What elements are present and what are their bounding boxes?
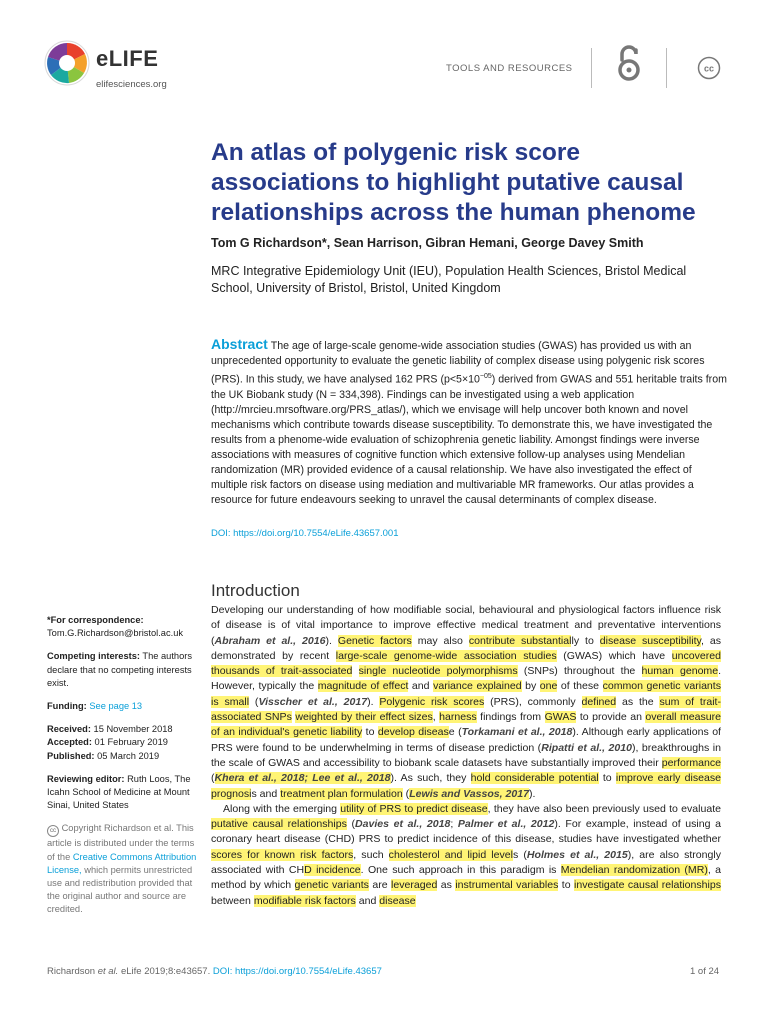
highlighted-phrase: Genetic factors xyxy=(337,634,412,647)
creative-commons-icon xyxy=(697,56,721,80)
body-text: ( xyxy=(211,772,215,785)
introduction-paragraph xyxy=(211,802,721,909)
citation-link[interactable]: Abraham et al., 2016 xyxy=(214,634,326,647)
body-text: , xyxy=(432,711,440,724)
body-text: ). xyxy=(528,787,536,800)
correspondence-email[interactable]: Tom.G.Richardson@bristol.ac.uk xyxy=(47,628,184,639)
introduction-paragraph xyxy=(211,603,721,802)
article-title: An atlas of polygenic risk score associations to highlight putative causal relationships across the human phenome xyxy=(211,139,696,226)
body-text: findings from xyxy=(476,711,545,724)
highlighted-phrase: treatment plan formulation xyxy=(280,787,403,800)
body-text: and xyxy=(355,894,380,907)
highlighted-phrase: modifiable risk factors xyxy=(253,894,356,907)
highlighted-phrase: contribute substantial xyxy=(468,634,572,647)
body-text: ). As such, they xyxy=(390,772,471,785)
highlighted-phrase: GWAS xyxy=(544,711,577,724)
highlighted-phrase: variance explained xyxy=(433,680,522,693)
correspondence-label: *For correspondence: xyxy=(47,615,144,625)
competing-interests-text: The authors declare that no competing interests exist. xyxy=(47,651,193,688)
page-number: 1 of 24 xyxy=(690,966,720,977)
highlighted-phrase: common genetic variants is small xyxy=(211,680,722,708)
funding-link[interactable]: See page 13 xyxy=(89,701,143,712)
footer-doi-link[interactable]: DOI: https://doi.org/10.7554/eLife.43657 xyxy=(212,966,382,977)
footer-etal: et al. xyxy=(97,966,119,977)
cc-small-icon: cc xyxy=(47,825,59,837)
highlighted-phrase: disease xyxy=(379,894,416,907)
body-text: and xyxy=(408,680,434,693)
received-date: 15 November 2018 xyxy=(93,724,173,735)
highlighted-phrase: overall measure of an individual's genetic liability xyxy=(211,711,721,739)
funding-label: Funding: xyxy=(47,701,87,712)
body-text: as xyxy=(437,879,456,892)
body-text: Along with the emerging xyxy=(223,802,341,815)
highlighted-phrase: weighted by their effect sizes xyxy=(295,711,433,724)
abstract-text: ) derived from GWAS and 551 heritable traits from the UK Biobank study (N = 334,398). Findings can be investigated using a web application (http://mrcieu.mrsoftware.org/PRS_atlas/), which we envisage will help uncover both known and novel mechanisms which contribute towards disease susceptibility. To demonstrate this, we have investigated the results from a phenome-wide evaluation of schizophrenia genetic liability. Amongst findings were inverse associations with measures of cognitive function which extensive follow-up analyses using Mendelian randomization (MR) provided evidence of a causal relationship. We have also investigated the effect of multiple risk factors on disease using mediation and multivariable MR frameworks. Our atlas provides a resource for future endeavours seeking to unravel the causal determinants of complex disease. xyxy=(211,373,727,507)
footer-journal: eLife 2019;8:e43657. xyxy=(118,966,213,977)
highlighted-phrase: cholesterol and lipid level xyxy=(388,848,513,861)
highlighted-phrase: performance xyxy=(661,756,721,769)
highlighted-phrase: single nucleotide polymorphisms xyxy=(358,665,518,678)
copyright-text: Copyright Richardson et al. This article is distributed under the terms of the xyxy=(47,823,195,862)
citation-link[interactable]: Visscher et al., 2017 xyxy=(258,695,368,708)
cc-icon-label: cc xyxy=(703,63,715,74)
accepted-label: Accepted: xyxy=(47,737,92,748)
body-text: , a method by which xyxy=(211,864,721,892)
body-text: e ( xyxy=(448,726,462,739)
highlighted-phrase: harness xyxy=(439,711,477,724)
body-text: . However, typically the xyxy=(211,665,722,693)
citation-link[interactable]: Holmes et al., 2015 xyxy=(526,848,628,861)
citation-link[interactable]: Torkamani et al., 2018 xyxy=(461,726,573,739)
abstract-text: The age of large-scale genome-wide association studies (GWAS) has provided us with an unprecedented opportunity to evaluate the genetic liability of complex disease using polygenic risk scores (PRS). In this study, we have analysed 162 PRS (p<5×10 xyxy=(211,340,705,386)
highlighted-phrase: instrumental variables xyxy=(455,879,559,892)
body-text: between xyxy=(211,894,254,907)
body-text: ( xyxy=(402,787,410,800)
license-link[interactable]: Creative Commons Attribution License, xyxy=(47,851,197,875)
footer-author: Richardson xyxy=(47,966,98,977)
received-label: Received: xyxy=(47,724,91,735)
abstract xyxy=(211,337,731,509)
highlighted-phrase: develop diseas xyxy=(377,726,449,739)
body-text: (GWAS) which have xyxy=(556,649,672,662)
highlighted-phrase: hold considerable potential xyxy=(470,772,599,785)
body-text: ly to xyxy=(571,634,600,647)
body-text: by xyxy=(521,680,540,693)
footer-citation xyxy=(47,966,382,977)
highlighted-phrase: large-scale genome-wide association studies xyxy=(335,649,557,662)
highlighted-phrase: human genome xyxy=(641,665,719,678)
brand-url[interactable]: elifesciences.org xyxy=(96,79,167,90)
open-access-lock-icon xyxy=(616,44,642,82)
highlighted-phrase: sum of trait-associated SNPs xyxy=(211,695,721,724)
body-text: ( xyxy=(249,695,259,708)
highlighted-phrase: defined xyxy=(581,695,617,708)
copyright-text: which permits unrestricted use and redistribution provided that the original author and source are credited. xyxy=(47,864,193,915)
section-heading-introduction: Introduction xyxy=(211,581,300,600)
body-text: ). For example, instead of using a coronary heart disease (CHD) PRS to predict incidence of this disease, studies have investigated whether xyxy=(211,818,721,846)
highlighted-phrase: one xyxy=(539,680,558,693)
body-text: ). xyxy=(325,634,338,647)
author-list: Tom G Richardson*, Sean Harrison, Gibran Hemani, George Davey Smith xyxy=(211,236,644,250)
body-text: , as demonstrated by recent xyxy=(211,634,722,662)
reviewing-editor-text: Ruth Loos, The Icahn School of Medicine at Mount Sinai, United States xyxy=(47,773,191,811)
introduction-body xyxy=(211,603,721,909)
highlighted-phrase: Polygenic risk scores xyxy=(379,695,485,708)
body-text: are xyxy=(368,879,391,892)
header-divider xyxy=(591,48,592,88)
body-text: ( xyxy=(346,818,355,831)
body-text: to xyxy=(598,772,616,785)
body-text: s and xyxy=(251,787,281,800)
body-text: of these xyxy=(557,680,603,693)
highlighted-phrase: investigate causal relationships xyxy=(574,879,721,892)
abstract-doi-link[interactable]: DOI: https://doi.org/10.7554/eLife.43657.001 xyxy=(211,528,399,539)
body-text: to xyxy=(362,726,378,739)
affiliation: MRC Integrative Epidemiology Unit (IEU), Population Health Sciences, Bristol Medical School, University of Bristol, Bristol, United Kingdom xyxy=(211,264,687,295)
published-date: 05 March 2019 xyxy=(97,750,160,761)
highlighted-phrase: Mendelian randomization (MR) xyxy=(560,864,708,877)
competing-interests-label: Competing interests: xyxy=(47,651,140,662)
body-text: (SNPs) throughout the xyxy=(517,665,642,678)
abstract-heading: Abstract xyxy=(211,336,268,352)
highlighted-phrase: utility of PRS to predict disease xyxy=(340,802,488,815)
abstract-exponent: −05 xyxy=(479,373,492,381)
body-text: as the xyxy=(616,695,660,708)
published-label: Published: xyxy=(47,750,95,761)
body-text: (PRS), commonly xyxy=(484,695,582,708)
accepted-date: 01 February 2019 xyxy=(94,737,168,748)
highlighted-phrase: uncovered thousands of trait-associated xyxy=(211,649,721,678)
elife-logo-icon xyxy=(44,40,90,86)
highlighted-phrase: improve early disease prognosi xyxy=(211,772,721,800)
citation-link[interactable]: Ripatti et al., 2010 xyxy=(541,741,632,754)
article-type-label: TOOLS AND RESOURCES xyxy=(446,63,573,74)
body-text: to xyxy=(558,879,575,892)
copyright-notice xyxy=(47,822,197,916)
article-sidebar xyxy=(47,614,197,927)
citation-link[interactable]: Palmer et al., 2012 xyxy=(457,818,555,831)
reviewing-editor-label: Reviewing editor: xyxy=(47,773,125,784)
body-text: , they have also been previously used to evaluate xyxy=(487,802,721,815)
citation-link[interactable]: Khera et al., 2018; Lee et al., 2018 xyxy=(214,772,391,785)
highlighted-phrase: leveraged xyxy=(391,879,438,892)
citation-link[interactable]: Lewis and Vassos, 2017 xyxy=(409,787,529,800)
highlighted-phrase: magnitude of effect xyxy=(317,680,409,693)
header-divider xyxy=(666,48,667,88)
highlighted-phrase: genetic variants xyxy=(294,879,369,892)
body-text: s ( xyxy=(513,848,527,861)
body-text: , such xyxy=(353,848,389,861)
body-text: . One such approach in this paradigm is xyxy=(360,864,561,877)
body-text: ; xyxy=(450,818,458,831)
body-text: ), breakthroughs in the scale of GWAS and accessibility to biobank scale datasets have substantially improved their xyxy=(211,741,721,769)
body-text: may also xyxy=(411,634,469,647)
citation-link[interactable]: Davies et al., 2018 xyxy=(354,818,451,831)
body-text xyxy=(352,665,358,677)
highlighted-phrase: putative causal relationships xyxy=(211,818,347,831)
body-text: ), are also strongly associated with CH xyxy=(211,848,721,877)
body-text: to provide an xyxy=(576,711,646,724)
body-text: Developing our understanding of how modifiable social, behavioural and physiological factors influence risk of disease is of vital importance to improve effective medical treatment and preventative interventions ( xyxy=(211,604,721,647)
brand-name[interactable]: eLIFE xyxy=(96,46,159,71)
body-text: ). Although early applications of PRS were found to be underwhelming in terms of disease prediction ( xyxy=(211,726,721,754)
highlighted-phrase: scores for known risk factors xyxy=(211,848,354,861)
highlighted-phrase: D incidence xyxy=(304,864,361,877)
highlighted-phrase: disease susceptibility xyxy=(599,634,702,647)
body-text: ). xyxy=(367,695,380,708)
